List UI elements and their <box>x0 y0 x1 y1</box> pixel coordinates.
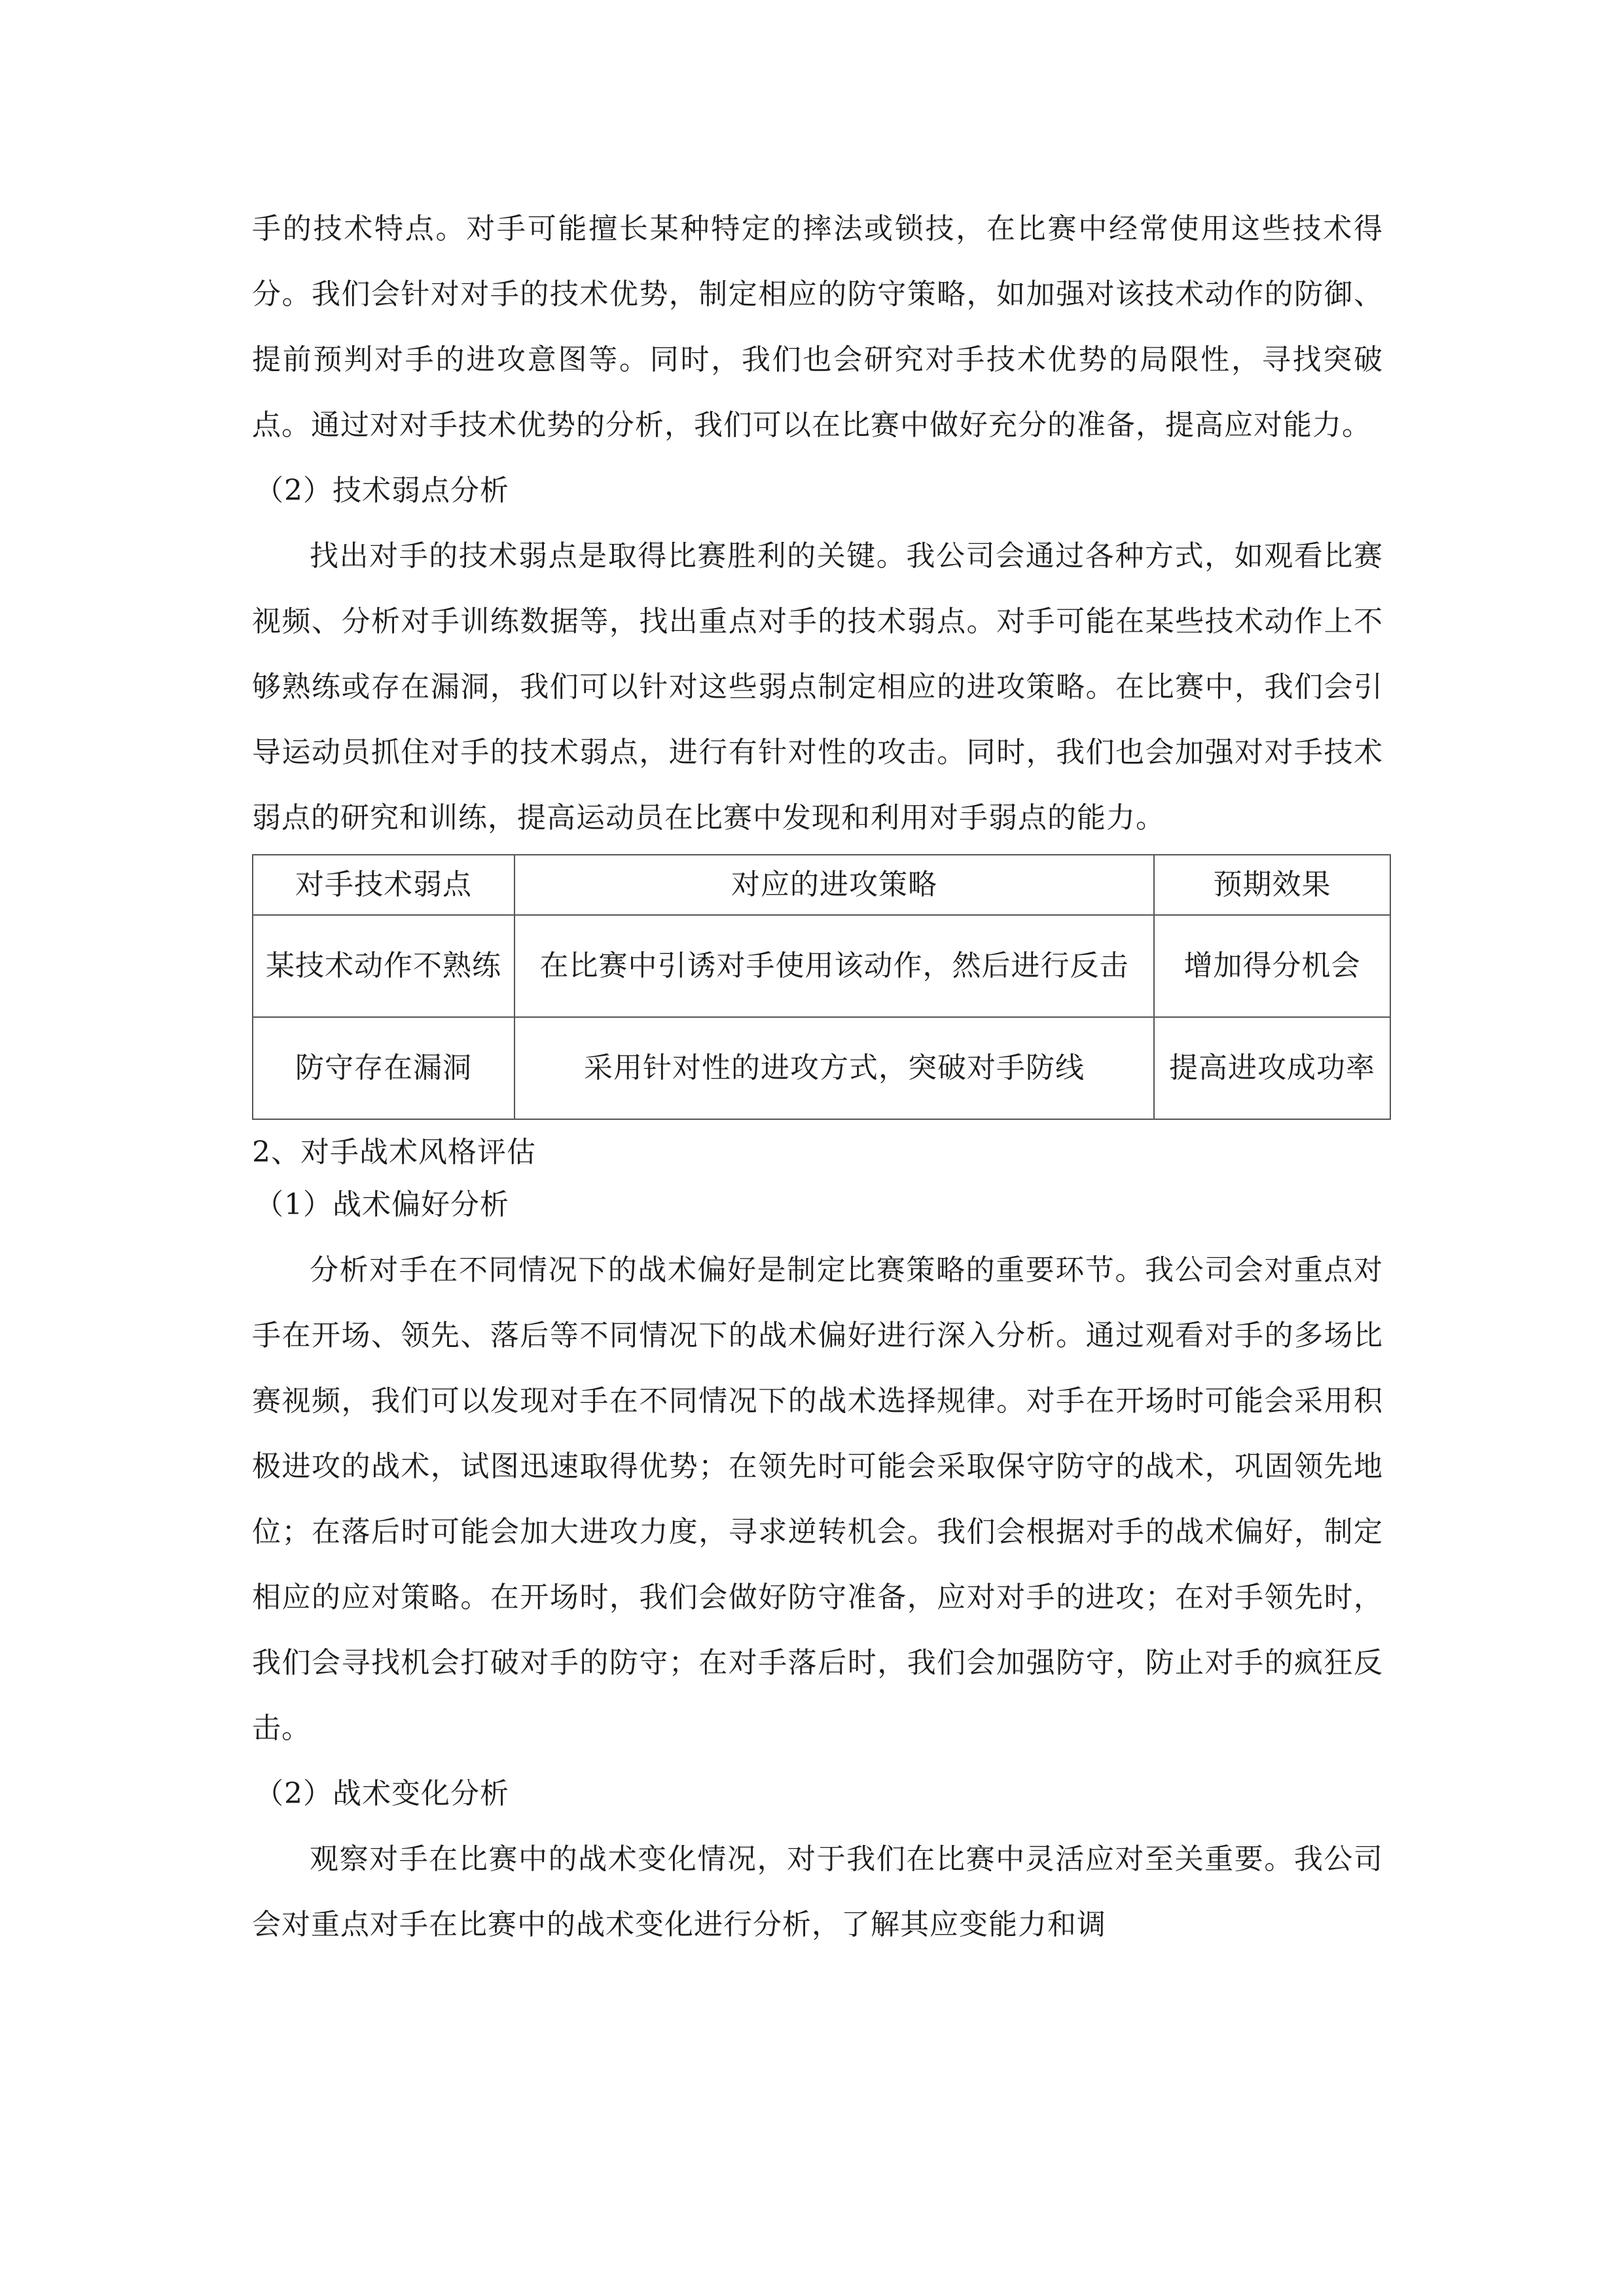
table-row <box>253 1017 1390 1119</box>
heading-tactical-preference: （1）战术偏好分析 <box>255 1188 509 1221</box>
table-cell: 某技术动作不熟练 <box>253 915 514 1017</box>
table-cell: 在比赛中引诱对手使用该动作，然后进行反击 <box>514 915 1154 1017</box>
table-header-row <box>253 855 1390 915</box>
heading-technical-weakness: （2）技术弱点分析 <box>255 474 509 507</box>
table-header-cell: 预期效果 <box>1154 855 1390 915</box>
table-cell: 防守存在漏洞 <box>253 1017 514 1119</box>
heading-tactical-style: 2、对手战术风格评估 <box>252 1136 536 1169</box>
document-page <box>252 196 1383 1958</box>
table-header-cell: 对手技术弱点 <box>253 855 514 915</box>
table-header-cell: 对应的进攻策略 <box>514 855 1154 915</box>
paragraph-tactical-change: 观察对手在比赛中的战术变化情况，对于我们在比赛中灵活应对至关重要。我公司会对重点对手在比赛中的战术变化进行分析，了解其应变能力和调 <box>252 1842 1383 1941</box>
table-row <box>253 915 1390 1017</box>
paragraph-technical-weakness: 找出对手的技术弱点是取得比赛胜利的关键。我公司会通过各种方式，如观看比赛视频、分析对手训练数据等，找出重点对手的技术弱点。对手可能在某些技术动作上不够熟练或存在漏洞，我们可以针对这些弱点制定相应的进攻策略。在比赛中，我们会引导运动员抓住对手的技术弱点，进行有针对性的攻击。同时，我们也会加强对对手技术弱点的研究和训练，提高运动员在比赛中发现和利用对手弱点的能力。 <box>252 539 1383 834</box>
table-cell: 采用针对性的进攻方式，突破对手防线 <box>514 1017 1154 1119</box>
table-cell: 提高进攻成功率 <box>1154 1017 1390 1119</box>
heading-tactical-change: （2）战术变化分析 <box>255 1777 509 1810</box>
table-cell: 增加得分机会 <box>1154 915 1390 1017</box>
paragraph-tactical-preference: 分析对手在不同情况下的战术偏好是制定比赛策略的重要环节。我公司会对重点对手在开场、领先、落后等不同情况下的战术偏好进行深入分析。通过观看对手的多场比赛视频，我们可以发现对手在不同情况下的战术选择规律。对手在开场时可能会采用积极进攻的战术，试图迅速取得优势；在领先时可能会采取保守防守的战术，巩固领先地位；在落后时可能会加大进攻力度，寻求逆转机会。我们会根据对手的战术偏好，制定相应的应对策略。在开场时，我们会做好防守准备，应对对手的进攻；在对手领先时，我们会寻找机会打破对手的防守；在对手落后时，我们会加强防守，防止对手的疯狂反击。 <box>252 1253 1383 1745</box>
weakness-strategy-table <box>252 854 1391 1120</box>
paragraph-technical-strengths: 手的技术特点。对手可能擅长某种特定的摔法或锁技，在比赛中经常使用这些技术得分。我们会针对对手的技术优势，制定相应的防守策略，如加强对该技术动作的防御、提前预判对手的进攻意图等。同时，我们也会研究对手技术优势的局限性，寻找突破点。通过对对手技术优势的分析，我们可以在比赛中做好充分的准备，提高应对能力。 <box>252 212 1383 442</box>
